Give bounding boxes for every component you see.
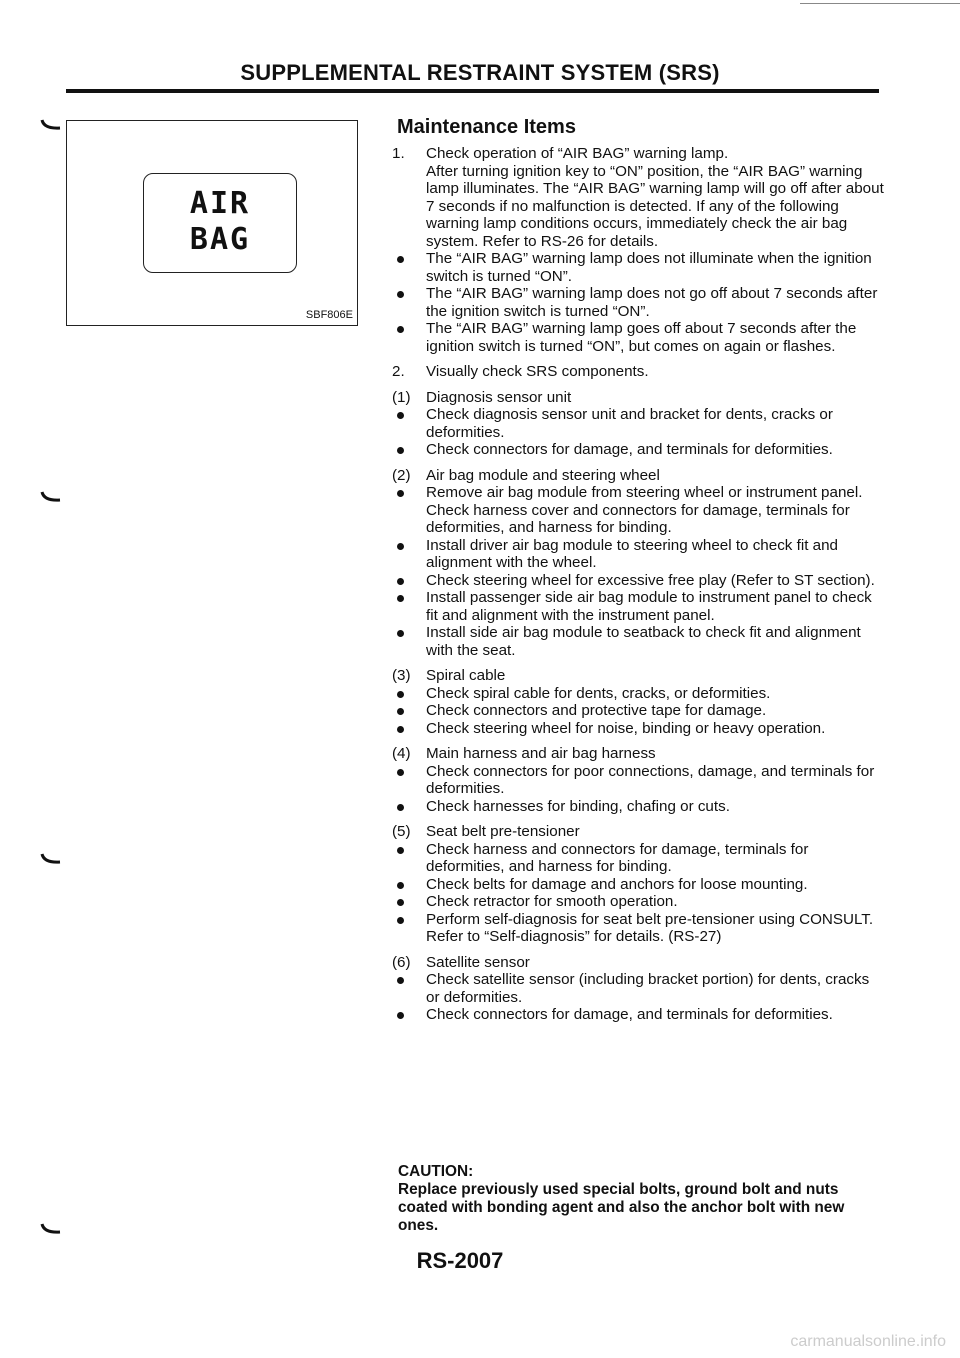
bullet-icon	[397, 291, 404, 298]
maintenance-block	[392, 389, 884, 459]
block-title-line	[392, 823, 884, 841]
item-paragraph: After turning ignition key to “ON” position, the “AIR BAG” warning lamp illuminates. The “AIR BAG” warning lamp will go off after about 7 seconds if no malfunction is detected. If any of the following warning lamp conditions occurs, immediately check the air bag system. Refer to RS-26 for details.	[426, 162, 884, 250]
bullet-text: The “AIR BAG” warning lamp goes off about 7 seconds after the ignition switch is turned “ON”, but comes on again or flashes.	[426, 320, 857, 355]
margin-mark	[40, 490, 62, 504]
block-title-line	[392, 389, 884, 407]
air-bag-warning-lamp-icon	[143, 173, 297, 273]
bullet-item	[392, 572, 884, 590]
margin-mark	[40, 118, 62, 132]
maintenance-block	[392, 954, 884, 1024]
item-number: (5)	[392, 823, 411, 840]
item-number: (4)	[392, 745, 411, 762]
bullet-item	[392, 893, 884, 911]
bullet-icon	[397, 899, 404, 906]
bullet-icon	[397, 630, 404, 637]
maintenance-block	[392, 363, 884, 381]
bullet-icon	[397, 708, 404, 715]
bullet-text: Check belts for damage and anchors for loose mounting.	[426, 875, 808, 893]
caution-text: Replace previously used special bolts, ground bolt and nuts coated with bonding agent and also the anchor bolt with new ones.	[398, 1181, 845, 1234]
item-number: 2.	[392, 363, 405, 380]
item-title: Satellite sensor	[426, 953, 530, 971]
item-title: Check operation of “AIR BAG” warning lamp.	[426, 145, 729, 162]
bullet-item	[392, 484, 884, 537]
bullet-text: Install side air bag module to seatback to check fit and alignment with the seat.	[426, 624, 861, 659]
item-number: (1)	[392, 388, 411, 406]
header-rule	[66, 89, 879, 93]
bullet-icon	[397, 917, 404, 924]
bullet-text: Check harnesses for binding, chafing or cuts.	[426, 797, 730, 815]
item-title: Spiral cable	[426, 667, 506, 684]
maintenance-block	[392, 667, 884, 737]
bullet-text: Install driver air bag module to steering wheel to check fit and alignment with the wheel.	[426, 536, 838, 571]
block-title-line	[392, 667, 884, 685]
bullet-item	[392, 537, 884, 572]
block-title-line	[392, 363, 884, 381]
bullet-text: Check steering wheel for noise, binding or heavy operation.	[426, 719, 826, 737]
block-title-line	[392, 954, 884, 972]
bullet-text: Install passenger side air bag module to instrument panel to check fit and alignment with the instrument panel.	[426, 589, 872, 624]
bullet-item	[392, 763, 884, 798]
bullet-text: Remove air bag module from steering wheel or instrument panel. Check harness cover and connectors for damage, terminals for deformities, and harness for binding.	[426, 484, 863, 536]
item-title: Diagnosis sensor unit	[426, 388, 572, 406]
bullet-item	[392, 798, 884, 816]
figure-code: SBF806E	[305, 309, 353, 321]
bullet-item	[392, 250, 884, 285]
item-title: Main harness and air bag harness	[426, 745, 656, 762]
bullet-icon	[397, 447, 404, 454]
bullet-icon	[397, 769, 404, 776]
bullet-text: Check diagnosis sensor unit and bracket for dents, cracks or deformities.	[426, 406, 833, 441]
watermark: carmanualsonline.info	[790, 1333, 946, 1350]
bullet-item	[392, 1006, 884, 1024]
air-bag-lamp-figure	[66, 120, 358, 326]
caution-label: CAUTION:	[398, 1163, 474, 1180]
item-number: (2)	[392, 466, 411, 484]
bullet-item	[392, 685, 884, 703]
bullet-text: Check retractor for smooth operation.	[426, 893, 678, 910]
lamp-label-line-1: AIR	[189, 186, 251, 221]
item-title: Air bag module and steering wheel	[426, 466, 660, 484]
bullet-text: Perform self-diagnosis for seat belt pre-tensioner using CONSULT. Refer to “Self-diagnosis” for details. (RS-27)	[426, 910, 874, 945]
bullet-item	[392, 720, 884, 738]
item-number: (6)	[392, 953, 411, 971]
page-header-title: SUPPLEMENTAL RESTRAINT SYSTEM (SRS)	[240, 60, 720, 85]
bullet-icon	[397, 595, 404, 602]
lamp-label-line-2: BAG	[189, 222, 251, 257]
bullet-text: Check satellite sensor (including bracket portion) for dents, cracks or deformities.	[426, 971, 870, 1006]
item-title: Seat belt pre-tensioner	[426, 823, 580, 840]
bullet-text: Check connectors for damage, and terminals for deformities.	[426, 441, 833, 458]
bullet-item	[392, 320, 884, 355]
block-title-line	[392, 745, 884, 763]
bullet-icon	[397, 1012, 404, 1019]
bullet-text: Check connectors for poor connections, damage, and terminals for deformities.	[426, 762, 875, 797]
bullet-text: Check connectors for damage, and terminals for deformities.	[426, 1006, 833, 1023]
bullet-item	[392, 876, 884, 894]
item-number: 1.	[392, 145, 405, 162]
bullet-text: The “AIR BAG” warning lamp does not illuminate when the ignition switch is turned “ON”.	[426, 250, 872, 285]
bullet-icon	[397, 691, 404, 698]
caution-note	[398, 1163, 888, 1235]
bullet-icon	[397, 490, 404, 497]
bullet-item	[392, 702, 884, 720]
bullet-text: Check steering wheel for excessive free play (Refer to ST section).	[426, 571, 875, 589]
page-number: RS-2007	[416, 1248, 504, 1273]
maintenance-block	[392, 745, 884, 815]
maintenance-block	[392, 467, 884, 660]
maintenance-block	[392, 145, 884, 355]
margin-mark	[40, 1222, 62, 1236]
bullet-text: Check connectors and protective tape for damage.	[426, 702, 767, 719]
item-title: Visually check SRS components.	[426, 363, 649, 380]
maintenance-items-list	[392, 145, 884, 1024]
block-title-line	[392, 145, 884, 163]
margin-mark	[40, 852, 62, 866]
bullet-item	[392, 441, 884, 459]
bullet-text: Check spiral cable for dents, cracks, or deformities.	[426, 684, 771, 702]
bullet-icon	[397, 543, 404, 550]
bullet-icon	[397, 726, 404, 733]
section-heading: Maintenance Items	[397, 116, 576, 138]
bullet-item	[392, 841, 884, 876]
bullet-item	[392, 971, 884, 1006]
bullet-icon	[397, 326, 404, 333]
item-number: (3)	[392, 667, 411, 684]
bullet-icon	[397, 977, 404, 984]
bullet-text: The “AIR BAG” warning lamp does not go off about 7 seconds after the ignition switch is turned “ON”.	[426, 285, 878, 320]
bullet-item	[392, 911, 884, 946]
bullet-icon	[397, 847, 404, 854]
bullet-item	[392, 285, 884, 320]
bullet-icon	[397, 412, 404, 419]
top-rule	[800, 3, 960, 4]
bullet-icon	[397, 256, 404, 263]
block-title-line	[392, 467, 884, 485]
bullet-text: Check harness and connectors for damage, terminals for deformities, and harness for binding.	[426, 840, 809, 875]
bullet-icon	[397, 882, 404, 889]
bullet-item	[392, 406, 884, 441]
bullet-icon	[397, 804, 404, 811]
bullet-item	[392, 589, 884, 624]
maintenance-block	[392, 823, 884, 946]
bullet-icon	[397, 578, 404, 585]
bullet-item	[392, 624, 884, 659]
